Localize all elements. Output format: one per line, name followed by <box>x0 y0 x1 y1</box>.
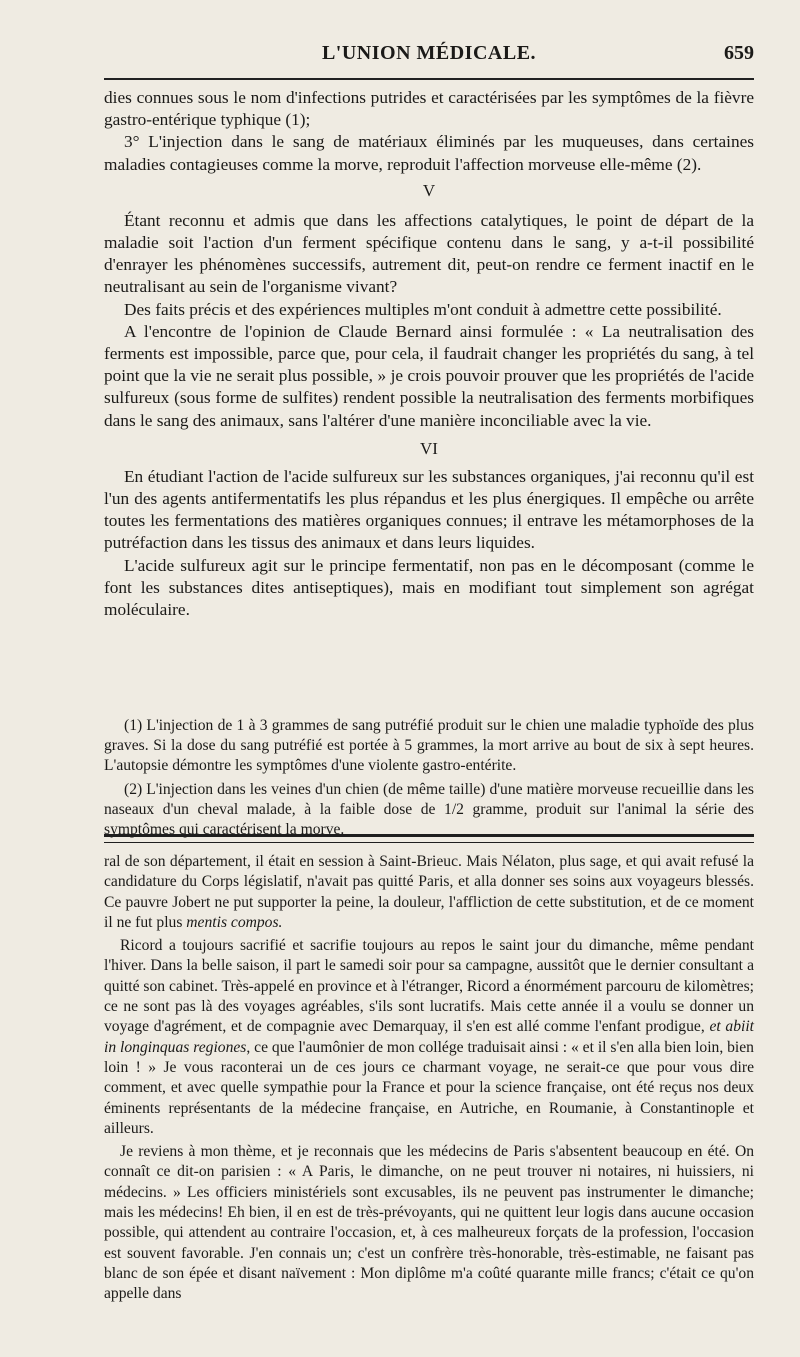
footnote-2: (2) L'injection dans les veines d'un chien (de même taille) d'une matière morveuse recueillie dans les naseaux d'un cheval malade, à la faible dose de 1/2 gramme, produit sur l'animal la série des symptômes qui caractérisent la morve. <box>104 780 754 839</box>
footnotes <box>104 716 754 843</box>
text-run: , ce que l'aumônier de mon collége traduisait ainsi : « et il s'en alla bien loin, bien loin ! » Je vous raconterai un de ces jours ce charmant voyage, ne serait-ce que pour vous dire comment, et avec quelle sympathie pour la France et pour la science française, ont été reçus nos deux éminents représentants de la médecine française, en Autriche, en Roumanie, à Constantinople et ailleurs. <box>104 1038 754 1137</box>
page-number: 659 <box>724 42 754 64</box>
footnote-1: (1) L'injection de 1 à 3 grammes de sang putréfié produit sur le chien une maladie typhoïde des plus graves. Si la dose du sang putréfié est portée à 5 grammes, la mort arrive au bout de six à sept heures. L'autopsie démontre les symptômes d'une violente gastro-entérite. <box>104 717 754 775</box>
feuilleton-paragraph <box>104 852 754 933</box>
running-title: L'UNION MÉDICALE. <box>321 42 537 64</box>
text-run: Ricord a toujours sacrifié et sacrifie toujours au repos le saint jour du dimanche, même pendant l'hiver. Dans la belle saison, il part le samedi soir pour sa campagne, aussitôt que le dernier consultant a quitté son cabinet. Très-appelé en province et à l'étranger, Ricord a énormément parcouru de kilomètres; ce ne sont pas là des voyages agréables, s'ils sont lucratifs. Mais cette année il a voulu se donner un voyage d'agrément, et de compagnie avec Demarquay, il s'en est allé comme l'enfant prodigue, <box>104 937 754 1036</box>
feuilleton-column <box>104 852 754 1308</box>
text-run: ral de son département, il était en session à Saint-Brieuc. Mais Nélaton, plus sage, et qui avait refusé la candidature du Corps législatif, n'avait pas quitté Paris, et alla donner ses soins aux voyageurs blessés. Ce pauvre Jobert ne put supporter la peine, la douleur, l'affliction de cette substitution, et de ce moment il ne fut plus <box>104 853 754 931</box>
paragraph: 3° L'injection dans le sang de matériaux éliminés par les muqueuses, dans certaines maladies contagieuses comme la morve, reproduit l'affection morveuse elle-même (2). <box>104 132 754 174</box>
page-header <box>104 42 754 72</box>
section-heading-v: V <box>422 180 436 200</box>
paragraph: En étudiant l'action de l'acide sulfureux sur les substances organiques, j'ai reconnu qu'il est l'un des agents antifermentatifs les plus répandus et les plus énergiques. Il empêche ou arrête toutes les fermentations des matières organiques connues; il entrave les métamorphoses de la putréfaction dans les tissus des animaux et dans leurs liquides. <box>104 466 754 553</box>
paragraph: Étant reconnu et admis que dans les affections catalytiques, le point de départ de la maladie soit l'action d'un ferment spécifique contenu dans le sang, y a-t-il possibilité d'enrayer les phénomènes successifs, autrement dit, peut-on rendre ce ferment inactif en le neutralisant au sein de l'organisme vivant? <box>104 210 754 297</box>
section-heading-vi: VI <box>420 438 438 458</box>
latin-phrase: mentis compos. <box>186 913 283 931</box>
article-body <box>104 87 754 621</box>
feuilleton-separator <box>104 834 754 843</box>
paragraph: dies connues sous le nom d'infections putrides et caractérisées par les symptômes de la fièvre gastro-entérique typhique (1); <box>104 88 754 130</box>
feuilleton-paragraph: Je reviens à mon thème, et je reconnais que les médecins de Paris s'absentent beaucoup en été. On connaît ce dit-on parisien : « A Paris, le dimanche, on ne peut trouver ni notaires, ni huissiers, ni médecins. » Les officiers ministériels sont excusables, ils ne peuvent pas instrumenter le dimanche; mais les médecins! Eh bien, il en est de très-prévoyants, qui ne quittent leur logis dans aucune occasion possible, qui attendent au contraire l'occasion, et, à ces malheureux forçats de la profession, l'occasion est souvent favorable. J'en connais un; c'est un confrère très-honorable, très-estimable, ne faisant pas blanc de son épée et disant naïvement : Mon diplôme m'a coûté quarante mille francs; c'était ce qu'on appelle dans <box>104 1143 754 1303</box>
paragraph: L'acide sulfureux agit sur le principe fermentatif, non pas en le décomposant (comme le font les substances dites antiseptiques), mais en modifiant tout simplement son agrégat moléculaire. <box>104 555 754 620</box>
paragraph: Des faits précis et des expériences multiples m'ont conduit à admettre cette possibilité. <box>124 299 722 319</box>
paragraph: A l'encontre de l'opinion de Claude Bernard ainsi formulée : « La neutralisation des ferments est impossible, parce que, pour cela, il faudrait changer les propriétés du sang, à tel point que la vie ne serait plus possible, » je crois pouvoir prouver que les propriétés de l'acide sulfureux (sous forme de sulfites) rendent possible la neutralisation des ferments morbifiques dans le sang des animaux, sans l'altérer d'une manière inconciliable avec la vie. <box>104 321 754 430</box>
header-rule <box>104 78 754 80</box>
latin-phrase: et abiit in longinquas regiones <box>104 1018 754 1056</box>
feuilleton-paragraph <box>104 936 754 1139</box>
